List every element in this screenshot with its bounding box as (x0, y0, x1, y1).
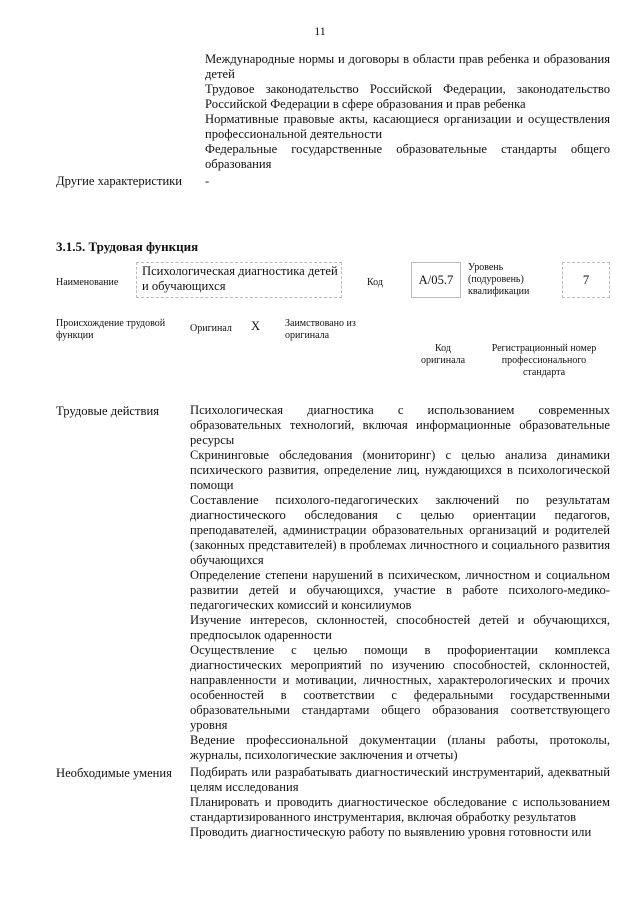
list-item: Психологическая диагностика с использованием современных образовательных технологий, включая информационные образовательные ресурсы (190, 403, 610, 447)
borrowed-label: Заимствовано из оригинала (285, 318, 356, 341)
list-item: Осуществление с целью помощи в профориентации комплекса диагностических мероприятий по изучению способностей, склонностей, направленности и мотивации, личностных, характерологических и прочих особенностей в соответствии с федеральными государственными образовательными стандартами общего образования соответствующего уровня (190, 643, 610, 732)
list-item: Трудовое законодательство Российской Федерации, законодательство Российской Федерации в сфере образования и прав ребенка (205, 82, 610, 111)
original-label: Оригинал (190, 323, 232, 334)
code-label: Код (367, 277, 383, 288)
list-item: Изучение интересов, склонностей, способностей детей и обучающихся, предпосылок одаренности (190, 613, 610, 642)
labor-actions-list (190, 403, 610, 763)
list-item: Скрининговые обследования (мониторинг) с целью анализа динамики психического развития, определение лиц, нуждающихся в психологической помощи (190, 448, 610, 492)
original-mark: X (251, 319, 261, 333)
top-requirements-list (205, 52, 610, 172)
list-item: Проводить диагностическую работу по выявлению уровня готовности или (190, 825, 592, 839)
list-item: Федеральные государственные образовательные стандарты общего образования (205, 142, 610, 171)
name-value: Психологическая диагностика детей и обучающихся (142, 264, 338, 293)
list-item: Ведение профессиональной документации (планы работы, протоколы, журналы, психологические заключения и отчеты) (190, 733, 610, 762)
list-item: Планировать и проводить диагностическое обследование с использованием стандартизированного инструментария, включая обработку результатов (190, 795, 610, 824)
list-item: Составление психолого-педагогических заключений по результатам диагностического обследования с целью ориентации педагогов, преподавателей, администрации образовательных организаций и родителей (законных представителей) в проблемах личностного и социального развития обучающихся (190, 493, 610, 567)
code-value: A/05.7 (418, 273, 454, 287)
level-label: Уровень (подуровень) квалификации (468, 262, 530, 297)
origin-code-label: Код оригинала (420, 343, 466, 366)
skills-list (190, 765, 610, 840)
other-characteristics-label: Другие характеристики (56, 174, 183, 188)
list-item: Определение степени нарушений в психическом, личностном и социальном развитии детей и обучающихся, участие в работе психолого-медико-педагогических комиссий и консилиумов (190, 568, 610, 612)
list-item: Международные нормы и договоры в области прав ребенка и образования детей (205, 52, 610, 81)
list-item: Нормативные правовые акты, касающиеся организации и осуществления профессиональной деятельности (205, 112, 610, 141)
origin-label: Происхождение трудовой функции (56, 318, 166, 341)
name-label: Наименование (56, 277, 119, 288)
level-value: 7 (582, 273, 590, 287)
page-number: 11 (314, 24, 326, 38)
section-heading: 3.1.5. Трудовая функция (56, 239, 199, 254)
list-item: Подбирать или разрабатывать диагностический инструментарий, адекватный целям исследования (190, 765, 610, 794)
labor-actions-label: Трудовые действия (56, 404, 160, 418)
skills-label: Необходимые умения (56, 766, 172, 780)
reg-number-label: Регистрационный номер профессионального стандарта (491, 343, 597, 378)
other-characteristics-value: - (205, 174, 210, 188)
